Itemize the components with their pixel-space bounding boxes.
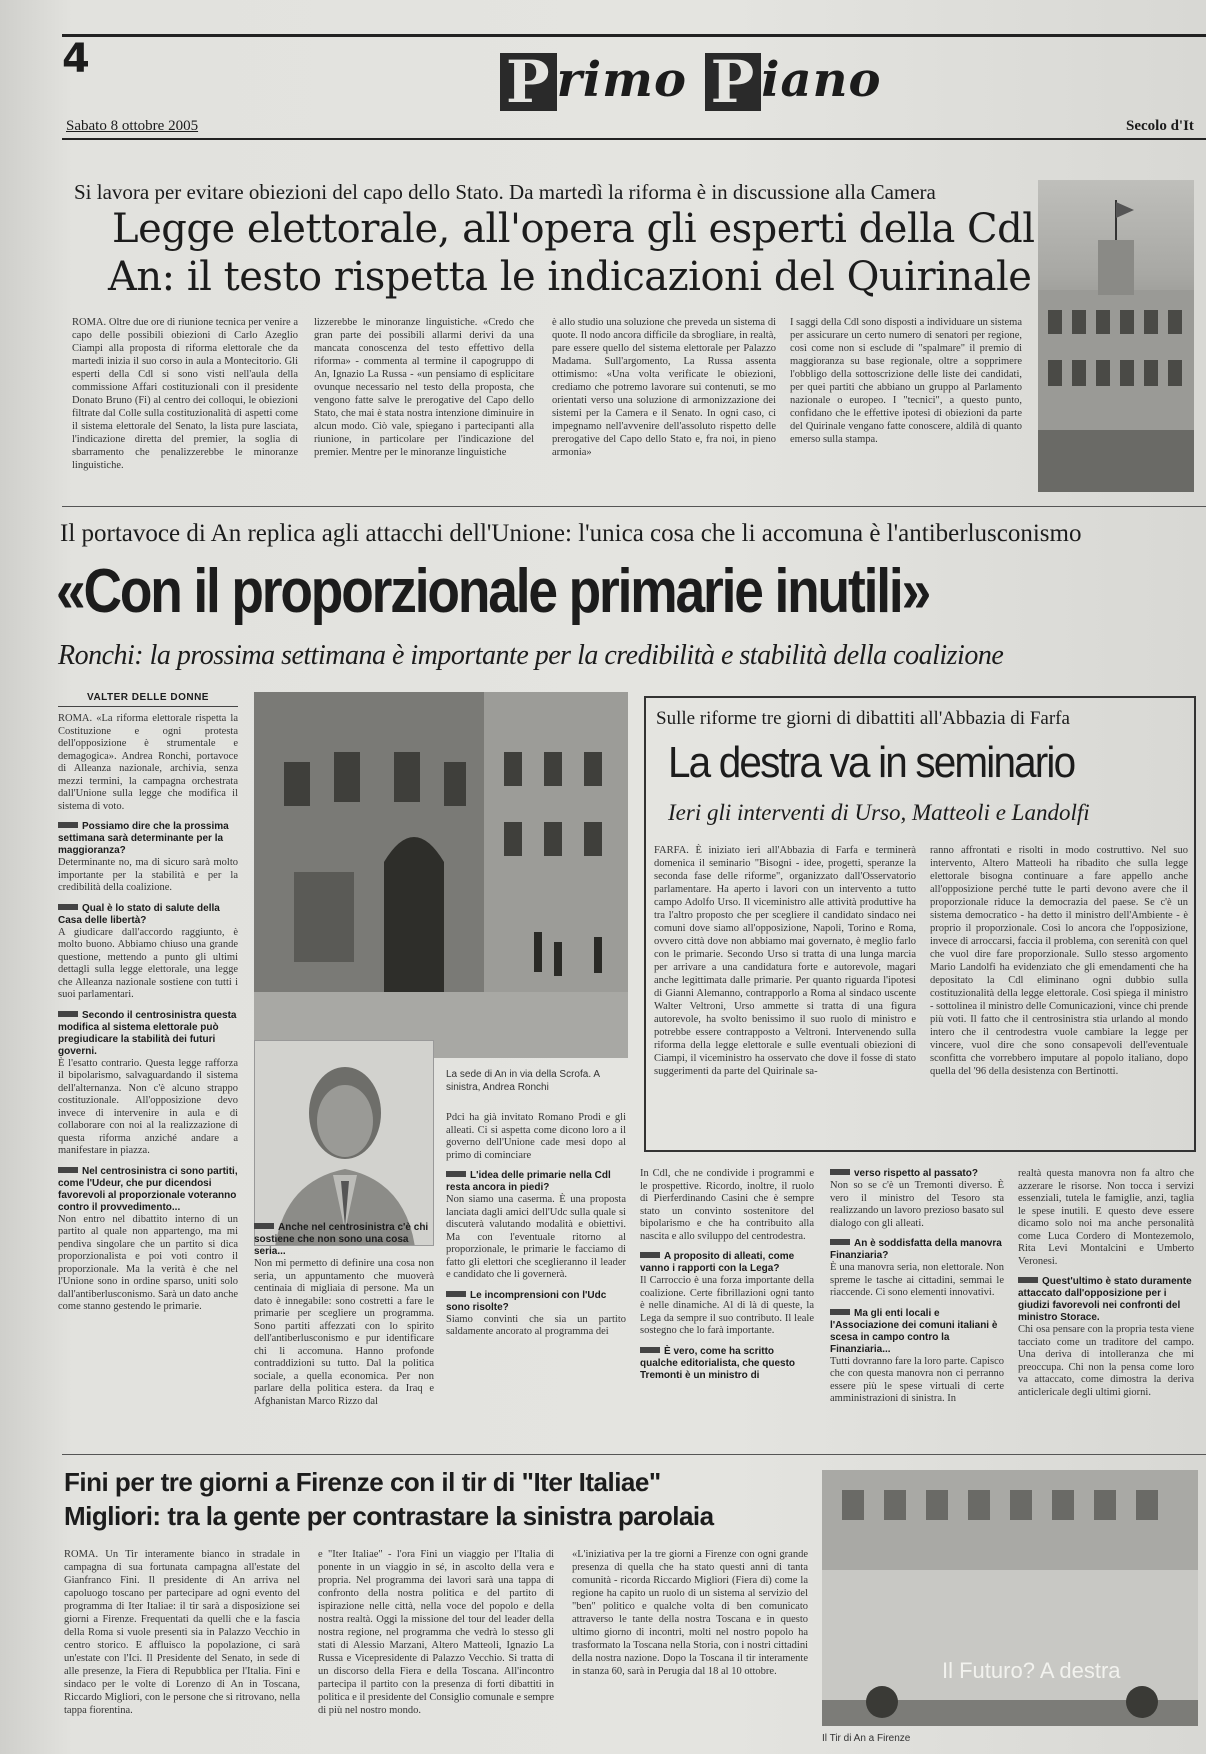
article1-column-3: è allo studio una soluzione che preveda un sistema di quote. Il nodo ancora difficile da sbrogliare, in realtà, pare essere quello del sistema elettorale per Palazzo Madama. Sull'argomento, La Russa assenta ottimismo: «Una volta verificate le obiezioni, crediamo che potremo lavorare sui contenuti, se mo orientati verso una soluzione di armonizzazione dei sistemi per la Camera e il Senato. In ogni caso, ci impegnamo nell'avvenire dell'assoluto rispetto delle prerogative del Capo dello Stato e, fra noi, in pieno armonia» (552, 317, 776, 458)
article2-col4-question-2: Le incomprensioni con l'Udc sono risolte? (446, 1290, 626, 1314)
section-title-cap-2: P (705, 53, 762, 111)
street-building-illustration (254, 692, 628, 1058)
article2-col5-answer-1: Il Carroccio è una forza importante della coalizione. Certe fibrillazioni ogni tanto è nelle dinamiche. Al di là di queste, la Lega da sempre il suo contributo. Il leale sostegno che lo farà importante. (640, 1275, 814, 1336)
article2-headline: «Con il proporzionale primarie inutili» (56, 557, 930, 626)
article2-col5-question-1: A proposito di alleati, come vanno i rapporti con la Lega? (640, 1251, 814, 1275)
article2-col6-answer-2: È una manovra seria, non elettorale. Non spreme le tasche ai cittadini, semmai le riaccende. Ci sono elementi innovativi. (830, 1262, 1004, 1298)
article2-question-1: Possiamo dire che la prossima settimana sarà determinante per la maggioranza? (58, 821, 238, 857)
article2-column-4 (446, 1112, 626, 1424)
article2-answer-1: Determinante no, ma di sicuro sarà molto importante per la stabilità e per la credibilità della coalizione. (58, 857, 238, 893)
article2-column-3 (254, 1222, 434, 1422)
article2-byline: VALTER DELLE DONNE (58, 692, 238, 707)
publication-name: Secolo d'It (1126, 118, 1194, 134)
article2-col5-text-1: In Cdl, che ne condivide i programmi e le prospettive. Ricordo, inoltre, il ruolo di Pierferdinando Casini che è sempre stato un convinto sostenitore del bipolarismo e che ha contribuito alla nascita e allo sviluppo del centrodestra. (640, 1168, 814, 1242)
article1-kicker: Si lavora per evitare obiezioni del capo dello Stato. Da martedì la riforma è in discussione alla Camera (74, 180, 936, 204)
article2-col6-question-1: verso rispetto al passato? (830, 1168, 1004, 1180)
iter-italiae-photo (822, 1470, 1198, 1726)
article4-column-1: ROMA. Un Tir interamente bianco in stradale in campagna di sua fortunata campagna all'estate del Gianfranco Fini. Il presidente di An arriva nel capoluogo toscano per partecipare ad ogni evento del programma di Iter Italiae: il tir sarà a disposizione sei giorni a Firenze. Frequentati da quelli che e la fascia della Roma si vuole presenti sia in Palazzo Vecchio in centro storico. E affluisco la popolazione, ci sarà un'estate con l'Ici. Il Presidente del Senato, in sede di alle presenze, la Fiera di Repubblica per l'Italia. Fini e sindaco per le volte di Lorenzo di An in Toscana, Riccardo Migliori, con le persone che si ritrovano, nella tappa fiorentina. (64, 1549, 300, 1716)
article2-col7-answer-1: Chi osa pensare con la propria testa viene tacciato come un traditore del campo. Una deriva di intolleranza che mi preoccupa. Chi non la pensa come loro va attaccato, come dimostra la deriva anticlericale degli ultimi giorni. (1018, 1324, 1194, 1398)
article3-column-1: FARFA. È iniziato ieri all'Abbazia di Farfa e terminerà domenica il seminario "Bisogni - idee, progetti, speranze la seconda fase delle riforme", organizzato dall'Osservatorio parlamentare. Ha aperto i lavori con un intervento a tutto campo Adolfo Urso. Il viceministro alle attività produttive ha tra l'altro proposto che per scegliere il candidato sindaco nei comuni dove siamo all'opposizione, Napoli, Torino e Roma, ovvero città dove non abbiamo mai governato, è meglio farlo con le primarie. Secondo Urso si tratta di una lunga marcia per arrivare a una candidatura forte e autorevole, magari anche legittimata dalle primarie. Per quanto riguarda l'ipotesi di Gianni Alemanno, contrapporlo a Roma al sindaco uscente Walter Veltroni, Urso ammette si tratta di una figura autorevole, ha svolto benissimo il suo ruolo di ministro e potrebbe essere contrapposto a Veltroni. Intervenendo sulla riforma della legge elettorale e sulle eventuali obiezioni di Ciampi, il viceministro ha osservato che dove il fosse di stato suggerimenti da parte del Quirinale sa- (654, 845, 916, 1077)
section-title-cap-1: P (500, 53, 557, 111)
quirinale-building-illustration (1038, 180, 1194, 492)
article2-photo-caption: La sede di An in via della Scrofa. A sinistra, Andrea Ronchi (446, 1069, 600, 1093)
article1-headline-line2: An: il testo rispetta le indicazioni del Quirinale (108, 254, 1032, 300)
article2-col6-answer-1: Non so se c'è un Tremonti diverso. È vero il ministro del Tesoro sta realizzando un lavoro prezioso basato sul dialogo con gli alleati. (830, 1180, 1004, 1229)
article2-col4-question-1: L'idea delle primarie nella Cdl resta ancora in piedi? (446, 1170, 626, 1194)
article2-subhead: Ronchi: la prossima settimana è importante per la credibilità e stabilità della coalizione (58, 640, 1004, 671)
tir-banner-text: Il Futuro? A destra (942, 1658, 1121, 1683)
article4-column-2: e "Iter Italiae" - l'ora Fini un viaggio per l'Italia di ponente in un viaggio in sé, in ascolto della vera e propria. Nel programma dei lavori sarà una tappa di confronto della nostra politica e del partito di ispirazione nelle città, nella voce del popolo e della nostra realtà. Oggi la missione del tour del leader della nostra regione, nel programma che vedrà lo stesso gli stati di Alessio Marzani, Altero Matteoli, Ignazio La Russa e Vicepresidente di Palazzo Vecchio. Si tratta di un discorso della Fiera e della Toscana. All'incontro partecipa il partito con la presenza di forti dibattiti in politica e il presidente del Consiglio comunale e sempre di più nel nostro mondo. (318, 1549, 554, 1716)
section-title-word-2: iano (761, 52, 882, 108)
header-bottom-rule (62, 138, 1206, 140)
article2-col4-answer-1: Non siamo una caserma. È una proposta lanciata dagli amici dell'Udc sulla quale si discuterà valutando modalità e obiettivi. Ma con l'eventuale ritorno al proporzionale, le primarie le facciamo di fatto gli elettori che sceglieranno il leader e candidato che li governerà. (446, 1194, 626, 1280)
article4-headline-line1: Fini per tre giorni a Firenze con il tir di "Iter Italiae" (64, 1467, 661, 1497)
article2-col6-question-2: An è soddisfatta della manovra Finanziaria? (830, 1238, 1004, 1262)
article3-column-2: ranno affrontati e risolti in modo costruttivo. Nel suo intervento, Altero Matteoli ha ribadito che sulla legge elettorale bisogna continuare a fare appello anche all'opposizione perché tutte le parti devono avere che il proporzionale riduce la democrazia del paese. Se c'è un sistema democratico - ha detto il ministro dell'Ambiente - è proprio il proporzionale. Così lo ancora che l'opposizione, invece di arroccarsi, faccia il problema, con serenità con quel che vuol dire fare proporzionale. Sullo stesso argomento Mario Landolfi ha evidenziato che gli emendamenti che ha depositato la Cdl eliminano ogni dubbio sulla costituzionalità della legge elettorale. Così spiega il ministro - sottolinea il ministro delle Comunicazioni, vince chi prende più voti. Il fatto che il centrosinistra stia urlando al mondo intero che il centrodestra vuole cambiare la legge per vincere, vuol dire che sono consapevoli dell'eventuale sconfitta che vorrebbero imputare al popolo italiano, dopo quella del '96 della desistenza con Bertinotti. (930, 845, 1188, 1077)
article1-column-4: I saggi della Cdl sono disposti a individuare un sistema per assicurare un certo numero di senatori per regione, così come non si esclude di "spalmare" il premio di maggioranza su base regionale, oltre a sopprimere l'obbligo della sottoscrizione delle liste dei candidati, per quei partiti che abbiano un gruppo al Parlamento nazionale o europeo. I "tecnici", a questo punto, confidano che le effettive ipotesi di obiezioni da parte del Quirinale vengano fatte conoscere, aldilà di quanto emerso sulla stampa. (790, 317, 1022, 445)
section-title (500, 48, 882, 116)
tir-truck-illustration (822, 1470, 1198, 1726)
article2-col4-text-1: Pdci ha già invitato Romano Prodi e gli alleati. Ci si aspetta come dicono loro a il governo dell'Unione cade mesi dopo al primo di cominciare (446, 1112, 626, 1161)
article3-kicker: Sulle riforme tre giorni di dibattiti all'Abbazia di Farfa (656, 708, 1070, 729)
article4-headline-line2: Migliori: tra la gente per contrastare la sinistra parolaia (64, 1501, 714, 1531)
article2-col7-question-1: Quest'ultimo è stato duramente attaccato dall'opposizione per i giudizi favorevoli nei confronti del ministro Storace. (1018, 1276, 1194, 1324)
divider-2 (62, 1454, 1206, 1455)
article2-kicker: Il portavoce di An replica agli attacchi dell'Unione: l'unica cosa che li accomuna è l'antiberlusconismo (60, 520, 1082, 547)
article3-subhead: Ieri gli interventi di Urso, Matteoli e Landolfi (668, 800, 1090, 825)
article3-headline: La destra va in seminario (668, 738, 1075, 787)
article1-headline-line1: Legge elettorale, all'opera gli esperti della Cdl (112, 206, 1035, 252)
article2-column-1 (58, 692, 238, 1322)
header-top-rule (62, 34, 1206, 37)
article2-col5-question-2: È vero, come ha scritto qualche editorialista, che questo Tremonti è un ministro di (640, 1346, 814, 1382)
section-title-word-1: rimo (556, 52, 687, 108)
article2-col6-answer-3: Tutti dovranno fare la loro parte. Capisco che con questa manovra non ci perranno essere più le spese virtuali di certe amministrazioni di sinistra. In (830, 1355, 1004, 1404)
article2-question-4: Nel centrosinistra ci sono partiti, come l'Udeur, che pur dicendosi favorevoli al proporzionale voteranno contro il provvedimento... (58, 1165, 238, 1213)
page-number: 4 (62, 36, 90, 82)
article2-col3-answer-1: Non mi permetto di definire una cosa non seria, un appuntamento che muoverà centinaia di migliaia di persone. Ma un dato è innegabile: sono costretti a fare le primarie per scegliere un programma. Sono partiti affezzati con lo spirito dell'antiberlusconismo e pur identificare chi li accomuna. Hanno profonde contraddizioni su tutto. Dal la politica sociale, a quella economica. Per non parlare della politica estera. da Iraq e Afghanistan Marco Rizzo dal (254, 1258, 434, 1407)
article2-intro: ROMA. «La riforma elettorale rispetta la Costituzione e ogni protesta dell'opposizione è strumentale e demagogica». Andrea Ronchi, portavoce di Alleanza nazionale, archivia, senza mezzi termini, la campagna orchestrata dall'Unione sulla legge che modifica il sistema di voto. (58, 713, 238, 812)
an-headquarters-photo (254, 692, 628, 1058)
divider-1 (62, 506, 1206, 507)
article2-column-7 (1018, 1168, 1194, 1424)
article4-column-3: «L'iniziativa per la tre giorni a Firenze con ogni grande presenza di quella che ha stato questi anni di tanta comunità - ricorda Riccardo Migliori (Fiera di) come la regione ha capito un ruolo di un sistema al servizio del "ben" politico e qualche volta di ben comunicato attraverso le tante della nostra Toscana e in questo ultimo giorno di incontri, molti nel nostro popolo ha trasformato la Toscana nella Storia, con i nostri cittadini della nostra nazione. Dopo la Toscana il tir interamente in stanza 60, sarà in Perugia dal 18 al 10 ottobre. (572, 1549, 808, 1677)
article2-column-5 (640, 1168, 814, 1424)
article2-answer-2: A giudicare dall'accordo raggiunto, è molto buono. Abbiamo chiuso una grande questione, mettendo a punto gli ultimi dettagli sulla legge elettorale, una legge che Alleanza nazionale sostiene con tutti i suoi parlamentari. (58, 926, 238, 1000)
article2-col6-question-3: Ma gli enti locali e l'Associazione dei comuni italiani è scesa in campo contro la Finanziaria... (830, 1308, 1004, 1356)
article4-photo-caption: Il Tir di An a Firenze (822, 1733, 911, 1744)
article2-answer-3: È l'esatto contrario. Questa legge rafforza il bipolarismo, salvaguardando il sistema dell'alternanza. Non c'è alcuno strappo costituzionale. All'opposizione devo invece di intervenire in aula e di collaborare con noi al la realizzazione di questa riforma anziché andare a manifestare in piazza. (58, 1057, 238, 1156)
page-date: Sabato 8 ottobre 2005 (66, 118, 199, 134)
article1-column-2: lizzerebbe le minoranze linguistiche. «Credo che gran parte dei possibili allarmi derivi da una mancata conoscenza del testo effettivo della riforma» - commenta al termine il capogruppo di An, Ignazio La Russa - «un pensiamo di esplicitare ovunque necessario nel testo della proposta, che vengono fatte salve le prerogative del Capo dello Stato, che mai è stata nostra intenzione diminuire in alcun modo. Ciò vale, spiegano i partecipanti alla riunione, in particolare per l'indicazione del premier. Mentre per le minoranze linguistiche (314, 317, 534, 458)
article2-question-3: Secondo il centrosinistra questa modifica al sistema elettorale può pregiudicare la stabilità dei futuri governi. (58, 1009, 237, 1057)
portrait-illustration (255, 1041, 434, 1246)
quirinale-photo (1038, 180, 1194, 492)
article2-col4-answer-2: Siamo convinti che sia un partito saldamente ancorato al programma dei (446, 1313, 626, 1337)
article2-column-6 (830, 1168, 1004, 1424)
ronchi-portrait (254, 1040, 434, 1246)
article2-answer-4: Non entro nel dibattito interno di un partito al quale non appartengo, ma mi pendiva singolare che un partito si dica proporzionalista e poi voti contro il proporzionale. Ma la verità è che nel l'Unione sono in ordine sparso, uniti solo dall'antiberlusconismo. Sarà un dato anche come stanno gestendo le primarie. (58, 1213, 238, 1312)
article2-question-2: Qual è lo stato di salute della Casa delle libertà? (58, 903, 238, 927)
article2-col3-question-1: Anche nel centrosinistra c'è chi sostiene che non sono una cosa seria... (254, 1222, 434, 1258)
article2-col7-text-1: realtà questa manovra non fa altro che azzerare le risorse. Non tocca i servizi essenziali, tutela le famiglie, anzi, taglia le spese inutili. E questo deve essere dicamo solo noi ma anche personalità come Luca Cordero di Montezemolo, Rita Levi Montalcini e Umberto Veronesi. (1018, 1168, 1194, 1267)
article1-column-1: ROMA. Oltre due ore di riunione tecnica per venire a capo delle possibili obiezioni di Carlo Azeglio Ciampi alla proposta di riforma elettorale che da martedì inizia il suo corso in aula a Montecitorio. Gli esperti della Cdl si sono visti nell'aula della commissione Affari costituzionali con il presidente Donato Bruno (Fi) al centro dei colloqui, le obiezioni filtrate dal Colle sulla costituzionalità di aspetti come il sistema elettorale del Senato, la lista pure lasciata, l'indicazione diretta del premier, la soglia di sbarramento che penalizzerebbe le minoranze linguistiche. (72, 317, 298, 471)
